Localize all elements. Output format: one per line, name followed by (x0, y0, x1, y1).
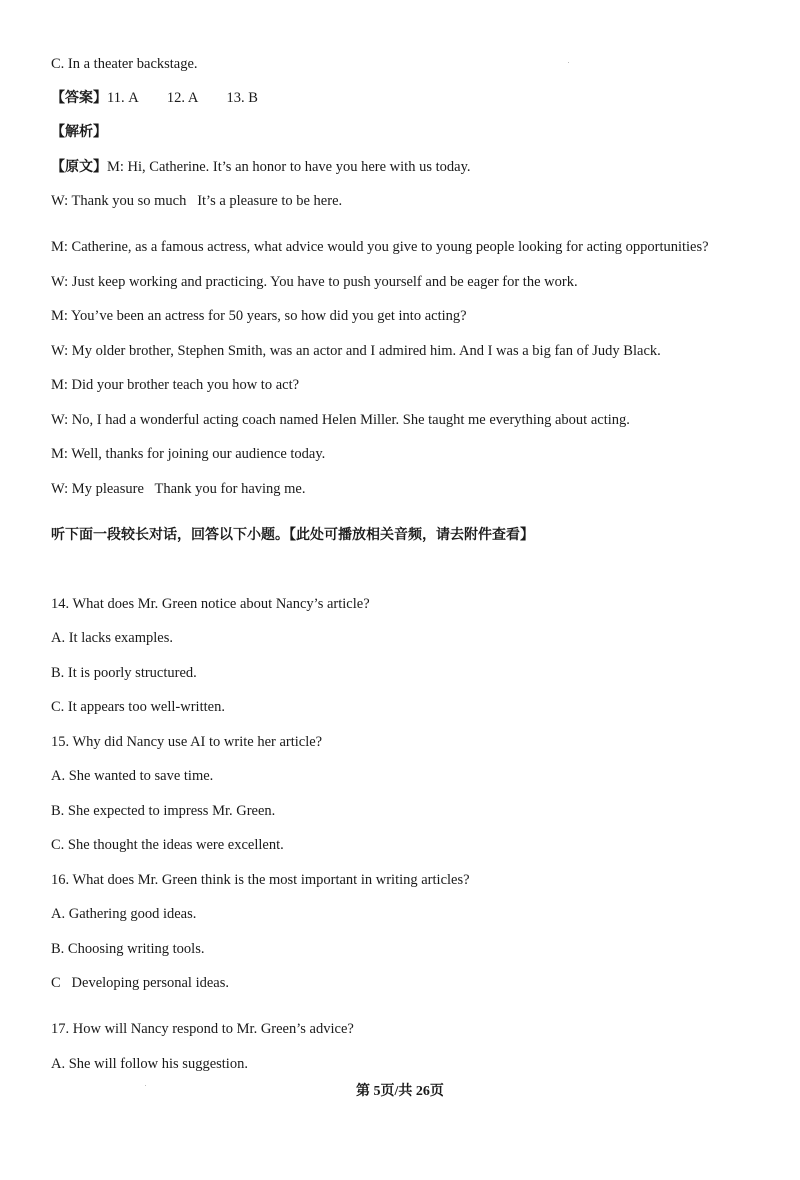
transcript-line: W: Just keep working and practicing. You have to push yourself and be eager for the work. (51, 274, 578, 290)
speck (568, 62, 569, 63)
transcript-label: 【原文】 (51, 159, 107, 175)
transcript-first-line (51, 158, 471, 176)
option-14a: A. It lacks examples. (51, 630, 174, 646)
option-16a: A. Gathering good ideas. (51, 906, 197, 922)
listening-instruction: 听下面一段较长对话，回答以下小题。【此处可播放相关音频，请去附件查看】 (51, 527, 534, 543)
transcript-line: W: My older brother, Stephen Smith, was an actor and I admired him. And I was a big fan of Judy Black. (51, 343, 661, 359)
option-16c: C Developing personal ideas. (51, 975, 229, 991)
option-15b: B. She expected to impress Mr. Green. (51, 803, 276, 819)
transcript-line: M: Did your brother teach you how to act? (51, 377, 300, 393)
question-15: 15. Why did Nancy use AI to write her article? (51, 734, 323, 750)
analysis-label: 【解析】 (51, 124, 107, 140)
option-16b: B. Choosing writing tools. (51, 941, 205, 957)
transcript-line: M: Hi, Catherine. It’s an honor to have you here with us today. (107, 159, 471, 175)
transcript-line: W: My pleasure Thank you for having me. (51, 481, 306, 497)
question-16: 16. What does Mr. Green think is the most important in writing articles? (51, 872, 470, 888)
option-14c: C. It appears too well-written. (51, 699, 225, 715)
transcript-line: M: Catherine, as a famous actress, what advice would you give to young people looking for acting opportunities? (51, 239, 709, 255)
option-15a: A. She wanted to save time. (51, 768, 214, 784)
answer-values: 11. A 12. A 13. B (107, 90, 258, 106)
page-footer: 第 5页/共 26页 (356, 1084, 444, 1099)
option-14b: B. It is poorly structured. (51, 665, 197, 681)
answer-line (51, 89, 258, 107)
option-c-prev: C. In a theater backstage. (51, 56, 198, 72)
transcript-line: M: You’ve been an actress for 50 years, so how did you get into acting? (51, 308, 467, 324)
option-17a: A. She will follow his suggestion. (51, 1056, 248, 1072)
speck (145, 1085, 146, 1086)
answer-label: 【答案】 (51, 90, 107, 106)
option-15c: C. She thought the ideas were excellent. (51, 837, 284, 853)
transcript-line: W: Thank you so much It’s a pleasure to be here. (51, 193, 343, 209)
transcript-line: W: No, I had a wonderful acting coach named Helen Miller. She taught me everything about acting. (51, 412, 630, 428)
question-17: 17. How will Nancy respond to Mr. Green’s advice? (51, 1021, 354, 1037)
transcript-line: M: Well, thanks for joining our audience today. (51, 446, 326, 462)
question-14: 14. What does Mr. Green notice about Nancy’s article? (51, 596, 370, 612)
